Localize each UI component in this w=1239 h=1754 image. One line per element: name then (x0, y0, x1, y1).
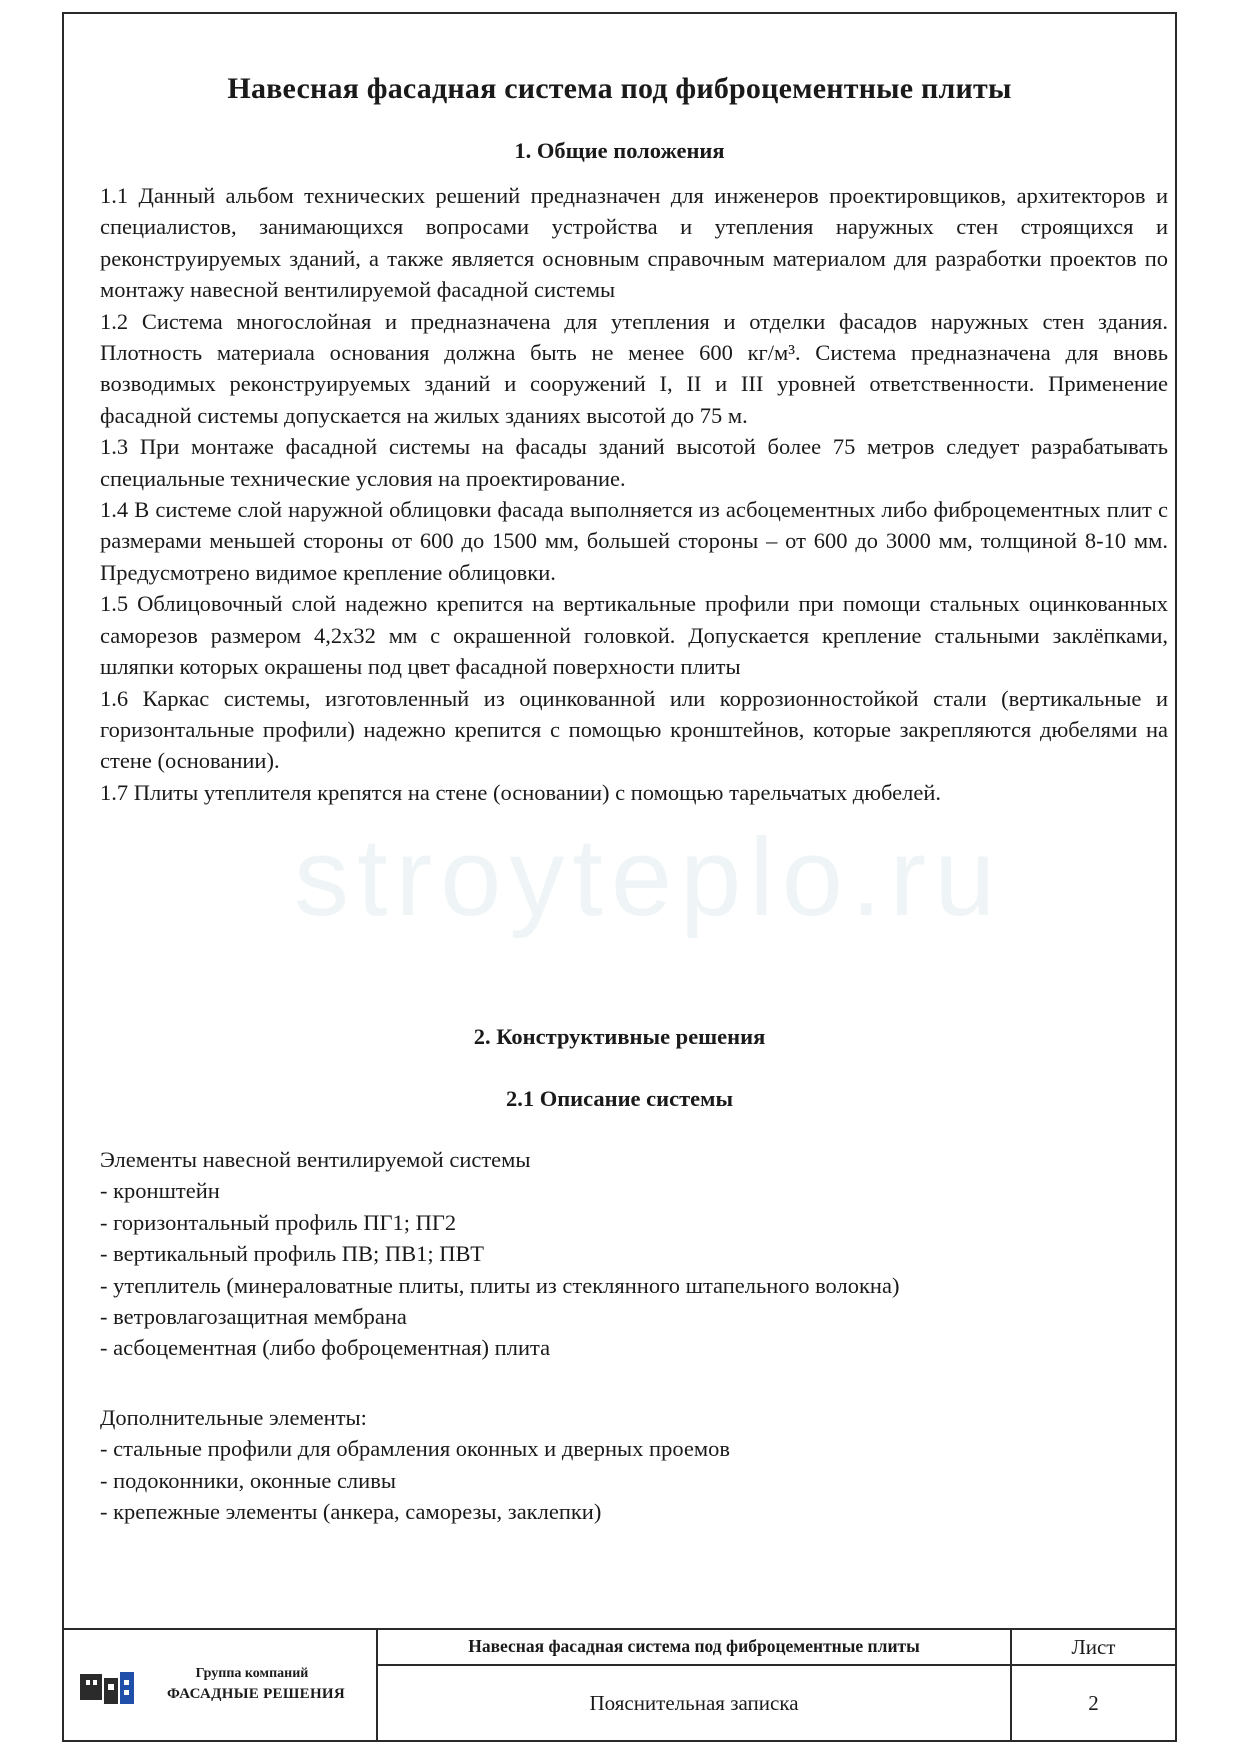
paragraph-1-2: 1.2 Система многослойная и предназначена для утепления и отделки фасадов наружных стен здания. Плотность материала основания должна быть не менее 600 кг/м³. Система предназначена для вновь возводимых реконструируемых зданий и сооружений I, II и III уровней ответственности. Применение фасадной системы допускается на жилых зданиях высотой до 75 м. (100, 308, 1168, 428)
list-item: - ветровлагозащитная мембрана (100, 1304, 407, 1330)
paragraph-1-4: 1.4 В системе слой наружной облицовки фасада выполняется из асбоцементных либо фиброцементных плит с размерами меньшей стороны от 600 до 1500 мм, большей стороны – от 600 до 3000 мм, толщиной 8-10 мм. Предусмотрено видимое крепление облицовки. (100, 497, 1168, 585)
watermark: stroyteplo.ru (294, 816, 1004, 939)
paragraph-1-3: 1.3 При монтаже фасадной системы на фасады зданий высотой более 75 метров следует разрабатывать специальные технические условия на проектирование. (100, 434, 1168, 491)
company-name: ФАСАДНЫЕ РЕШЕНИЯ (166, 1686, 346, 1702)
system-elements-list (100, 1144, 1168, 1364)
list-item: - кронштейн (100, 1178, 220, 1204)
paragraph-1-7: 1.7 Плиты утеплителя крепятся на стене (основании) с помощью тарельчатых дюбелей. (100, 779, 942, 805)
sheet-label: Лист (1012, 1630, 1175, 1666)
additional-title: Дополнительные элементы: (100, 1405, 367, 1430)
stamp-title: Навесная фасадная система под фиброцементные плиты (378, 1630, 1012, 1666)
sheet-number: 2 (1088, 1691, 1099, 1715)
paragraph-1-1: 1.1 Данный альбом технических решений предназначен для инженеров проектировщиков, архитекторов и специалистов, занимающихся вопросами устройства и утепления наружных стен строящихся и реконструируемых зданий, а также является основным справочным материалом для разработки проектов по монтажу навесной вентилируемой фасадной системы (100, 183, 1168, 303)
list-item: - крепежные элементы (анкера, саморезы, заклепки) (100, 1499, 602, 1525)
stamp-subtitle: Пояснительная записка (378, 1666, 1012, 1740)
company-logo-icon (80, 1668, 134, 1708)
list-item: - асбоцементная (либо фоброцементная) плита (100, 1335, 551, 1361)
section-1-body (100, 180, 1168, 808)
list-item: - горизонтальный профиль ПГ1; ПГ2 (100, 1209, 457, 1235)
list-item: - стальные профили для обрамления оконных и дверных проемов (100, 1436, 730, 1462)
section-2-heading: 2. Конструктивные решения (473, 1024, 766, 1049)
list-item: - утеплитель (минераловатные плиты, плиты из стеклянного штапельного волокна) (100, 1272, 900, 1298)
page-frame (62, 12, 1177, 1742)
company-logo-cell (64, 1630, 378, 1740)
title-block (64, 1628, 1175, 1740)
elements-title: Элементы навесной вентилируемой системы (100, 1147, 531, 1172)
document-title: Навесная фасадная система под фиброцементные плиты (227, 72, 1012, 105)
list-item: - вертикальный профиль ПВ; ПВ1; ПВТ (100, 1241, 485, 1267)
section-2-1-subheading: 2.1 Описание системы (505, 1086, 734, 1111)
paragraph-1-6: 1.6 Каркас системы, изготовленный из оцинкованной или коррозионностойкой стали (вертикальные и горизонтальные профили) надежно крепится с помощью кронштейнов, которые закрепляются дюбелями на стене (основании). (100, 685, 1168, 774)
paragraph-1-5: 1.5 Облицовочный слой надежно крепится на вертикальные профили при помощи стальных оцинкованных саморезов размером 4,2х32 мм с окрашенной головкой. Допускается крепление стальными заклёпками, шляпки которых окрашены под цвет фасадной поверхности плиты (100, 591, 1168, 680)
company-group-label: Группа компаний (195, 1666, 309, 1681)
list-item: - подоконники, оконные сливы (100, 1467, 396, 1493)
additional-elements-list (100, 1402, 1168, 1528)
section-1-heading: 1. Общие положения (514, 138, 725, 163)
